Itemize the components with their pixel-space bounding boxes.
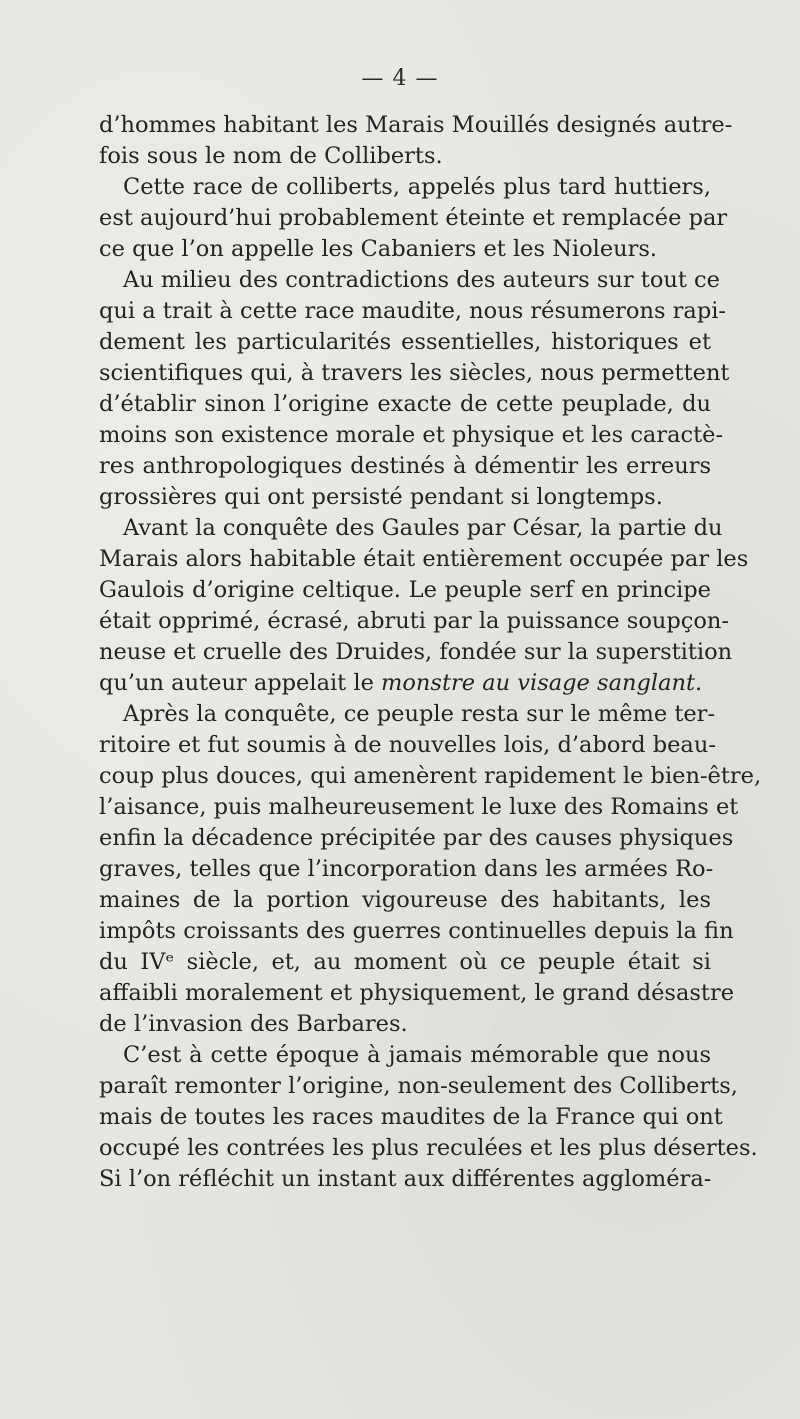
text-line-content: mais de toutes les races maudites de la France qui ont [99,1104,723,1130]
text-line-content: Gaulois d’origine celtique. Le peuple serf en principe [99,577,711,603]
text-line-content: d’établir sinon l’origine exacte de cette peuplade, du [99,391,711,417]
text-line-content: enfin la décadence précipitée par des causes physiques [99,825,734,851]
text-line-content: moins son existence morale et physique et les caractè- [99,422,724,448]
text-line [99,234,711,265]
text-line-content: Cette race de colliberts, appelés plus tard huttiers, [123,174,711,200]
text-line-content: impôts croissants des guerres continuelles depuis la fin [99,918,734,944]
text-line [99,327,711,358]
text-line-content: ce que l’on appelle les Cabaniers et les Nioleurs. [99,236,658,262]
text-line-content: dement les particularités essentielles, historiques et [99,329,711,355]
text-line [99,265,720,296]
text-line-content: Au milieu des contradictions des auteurs sur tout ce [123,267,720,293]
text-line-content: qu’un auteur appelait le [99,670,382,696]
text-line-content: scientifiques qui, à travers les siècles, nous permettent [99,360,730,386]
text-line [99,1133,758,1164]
text-line [99,761,762,792]
text-line-content: graves, telles que l’incorporation dans les armées Ro- [99,856,714,882]
text-line [99,575,711,606]
text-line [99,916,734,947]
text-line [99,544,749,575]
text-line-content: d’hommes habitant les Marais Mouillés designés autre- [99,112,733,138]
text-line [99,699,716,730]
text-line-content: de l’invasion des Barbares. [99,1011,408,1037]
text-line-content: Après la conquête, ce peuple resta sur le même ter- [123,701,716,727]
text-line [99,451,711,482]
text-line [99,885,711,916]
page-number: — 4 — [361,66,439,91]
text-line-content: occupé les contrées les plus reculées et les plus désertes. [99,1135,758,1161]
text-line-content: Si l’on réfléchit un instant aux différentes aggloméra- [99,1166,712,1192]
text-line [99,1102,723,1133]
text-line [99,606,729,637]
text-line [99,296,727,327]
italic-quote: monstre au visage sanglant. [381,670,703,696]
text-line [99,358,730,389]
text-line [99,513,723,544]
text-line-content: res anthropologiques destinés à démentir les erreurs [99,453,711,479]
text-line [99,420,724,451]
text-line-content: affaibli moralement et physiquement, le grand désastre [99,980,735,1006]
text-line [99,823,734,854]
text-line-content: fois sous le nom de Colliberts. [99,143,443,169]
text-line [99,1071,738,1102]
text-line-content: neuse et cruelle des Druides, fondée sur la superstition [99,639,733,665]
text-line [99,854,714,885]
text-line-content: l’aisance, puis malheureusement le luxe des Romains et [99,794,739,820]
text-line [99,792,739,823]
text-line [99,172,711,203]
text-line [99,1040,711,1071]
text-line-content: Avant la conquête des Gaules par César, la partie du [123,515,723,541]
text-line [99,389,711,420]
text-line-content: du IVᵉ siècle, et, au moment où ce peuple était si [99,949,711,975]
text-line-content: Marais alors habitable était entièrement occupée par les [99,546,749,572]
text-line [99,978,735,1009]
text-line-content: C’est à cette époque à jamais mémorable que nous [123,1042,711,1068]
text-line [99,668,711,699]
text-line [99,1164,711,1195]
text-line [99,947,711,978]
body-text [99,110,762,1195]
text-line-content: maines de la portion vigoureuse des habitants, les [99,887,711,913]
text-line [99,203,728,234]
text-line [99,1009,711,1040]
text-line-content: était opprimé, écrasé, abruti par la puissance soupçon- [99,608,729,634]
text-line-content: est aujourd’hui probablement éteinte et remplacée par [99,205,728,231]
text-line [99,730,716,761]
text-line-content: grossières qui ont persisté pendant si longtemps. [99,484,663,510]
text-line [99,482,711,513]
text-line-content: qui a trait à cette race maudite, nous résumerons rapi- [99,298,727,324]
text-line-content: ritoire et fut soumis à de nouvelles lois, d’abord beau- [99,732,716,758]
text-line [99,141,711,172]
text-line-content: paraît remonter l’origine, non-seulement des Colliberts, [99,1073,738,1099]
text-line-content: coup plus douces, qui amenèrent rapidement le bien-être, [99,763,762,789]
text-line [99,110,733,141]
text-line [99,637,733,668]
